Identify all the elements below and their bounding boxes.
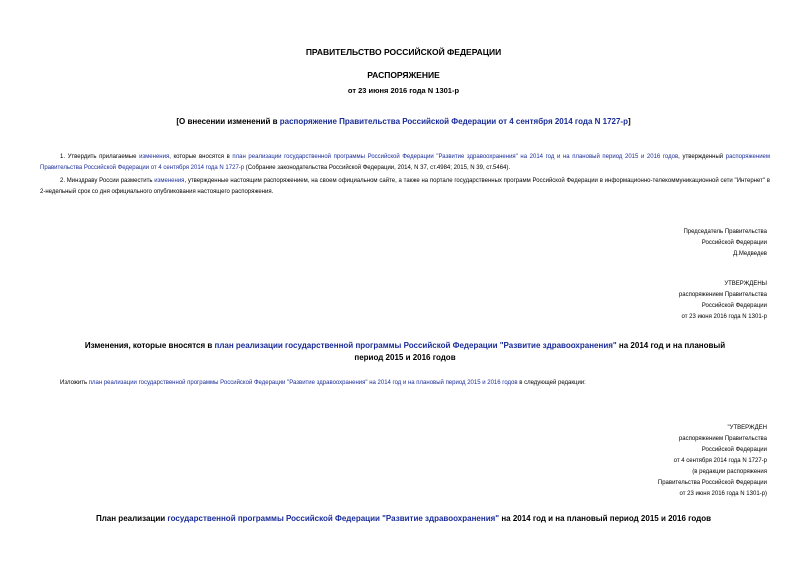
signature-position: Председатель Правительства xyxy=(683,229,767,235)
p3-text-b: в следующей редакции: xyxy=(517,380,586,386)
approval2-line-6: Правительства Российской Федерации xyxy=(657,480,767,486)
approval-line-1: УТВЕРЖДЕНЫ xyxy=(724,281,767,287)
p1-text-a: 1. Утвердить прилагаемые xyxy=(60,154,140,160)
plan-title xyxy=(0,514,807,523)
p3-link-plan[interactable]: план реализации государственной программы Российской Федерации "Развитие здравоохранения" на 2014 год и на плановый период 2015 и 2016 годов xyxy=(88,380,518,386)
subject-suffix: ] xyxy=(627,117,631,126)
document-date: от 23 июня 2016 года N 1301-р xyxy=(347,86,460,95)
p1-text-c: , утвержденный xyxy=(678,154,726,160)
approval2-line-4: от 4 сентября 2014 года N 1727-р xyxy=(673,458,767,464)
changes-title-suffix: на 2014 год и на плановый период 2015 и 2016 годов xyxy=(354,341,726,362)
paragraph-1 xyxy=(40,152,770,174)
subject-prefix: [О внесении изменений в xyxy=(176,117,280,126)
approval-stamp xyxy=(679,279,767,323)
p1-text-d: (Собрание законодательства Российской Федерации, 2014, N 37, ст.4984; 2015, N 39, ст.5464). xyxy=(244,165,511,171)
signature-country: Российской Федерации xyxy=(701,240,767,246)
document-type-heading: РАСПОРЯЖЕНИЕ xyxy=(367,70,440,80)
approval2-line-5: (в редакции распоряжения xyxy=(692,469,767,475)
subject-link[interactable]: распоряжение Правительства Российской Федерации от 4 сентября 2014 года N 1727-р xyxy=(279,117,628,126)
approval2-line-1: "УТВЕРЖДЕН xyxy=(727,425,767,431)
approval2-line-7: от 23 июня 2016 года N 1301-р) xyxy=(679,491,767,497)
plan-title-suffix: на 2014 год и на плановый период 2015 и 2016 годов xyxy=(499,514,712,523)
p2-text-b: , утвержденные настоящим распоряжением, на своем официальном сайте, а также на портале государственных программ Российской Федерации в информационно-телекоммуникационной сети "Интернет" в 2-недельный срок со дня официального опубликования настоящего распоряжения. xyxy=(40,178,770,195)
p1-link-plan[interactable]: план реализации государственной программы Российской Федерации "Развитие здравоохранения" на 2014 год и на плановый период 2015 и 2016 годов xyxy=(232,154,679,160)
approval-line-2: распоряжением Правительства xyxy=(678,292,767,298)
approval-stamp-2 xyxy=(658,423,767,500)
p2-link-changes[interactable]: изменения xyxy=(154,178,185,184)
paragraph-3 xyxy=(40,380,770,386)
p1-text-b: , которые вносятся в xyxy=(169,154,233,160)
p3-text-a: Изложить xyxy=(60,380,89,386)
changes-title-prefix: Изменения, которые вносятся в xyxy=(84,341,215,350)
p1-link-order[interactable]: распоряжением Правительства Российской Федерации от 4 сентября 2014 года N 1727-р xyxy=(40,154,771,171)
approval2-line-3: Российской Федерации xyxy=(701,447,767,453)
approval-line-4: от 23 июня 2016 года N 1301-р xyxy=(681,314,767,320)
plan-title-link[interactable]: государственной программы Российской Федерации "Развитие здравоохранения" xyxy=(167,514,500,523)
approval-line-3: Российской Федерации xyxy=(701,303,767,309)
approval2-line-2: распоряжением Правительства xyxy=(678,436,767,442)
document-subject xyxy=(0,117,807,126)
signature-block xyxy=(683,227,767,260)
paragraph-2 xyxy=(40,176,770,198)
p2-text-a: 2. Минздраву России разместить xyxy=(60,178,155,184)
p1-link-changes[interactable]: изменения xyxy=(139,154,170,160)
changes-title-link[interactable]: план реализации государственной программы Российской Федерации "Развитие здравоохранения" xyxy=(214,341,617,350)
signature-name: Д.Медведев xyxy=(733,251,767,257)
plan-title-prefix: План реализации xyxy=(95,514,168,523)
changes-title xyxy=(80,340,730,364)
government-heading: ПРАВИТЕЛЬСТВО РОССИЙСКОЙ ФЕДЕРАЦИИ xyxy=(305,47,502,57)
